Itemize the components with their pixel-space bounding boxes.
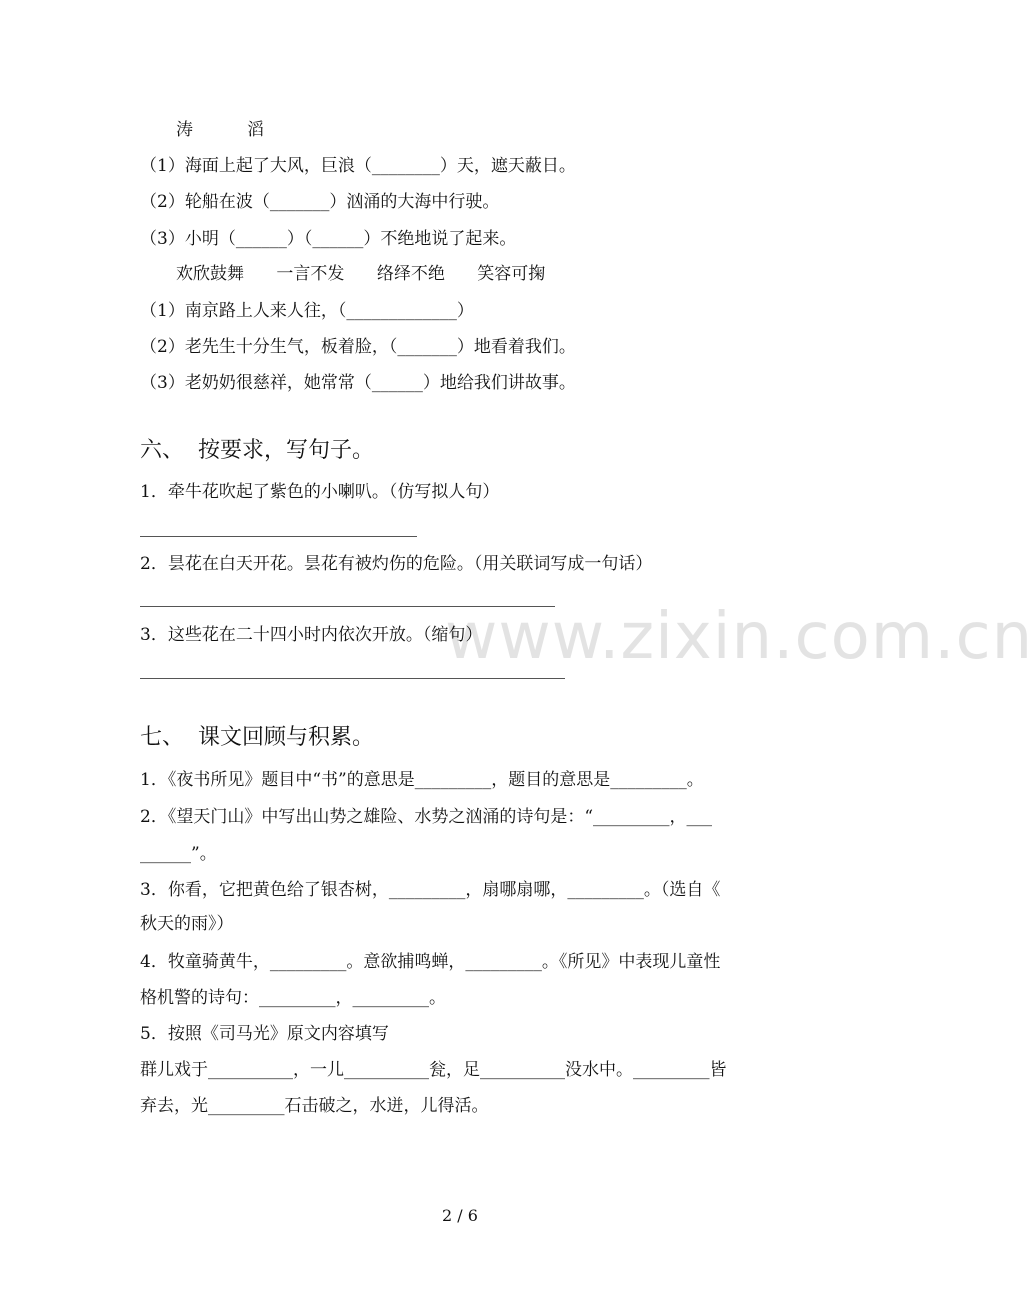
section-title: 七、 课文回顾与积累。 (140, 725, 374, 750)
question-line: 秋天的雨》） (140, 914, 234, 934)
question-line: （3）小明（______）（______）不绝地说了起来。 (140, 229, 517, 249)
answer-line (140, 606, 555, 607)
question-line: 弃去，光_________石击破之，水迸，儿得活。 (140, 1096, 489, 1116)
question-line: （1）海面上起了大风，巨浪（________）天，遮天蔽日。 (140, 156, 576, 176)
question-line: 3．你看，它把黄色给了银杏树，_________，扇哪扇哪，_________。（选自《 (140, 880, 721, 900)
question-line: 5．按照《司马光》原文内容填写 (140, 1024, 389, 1044)
question-line: 格机警的诗句：_________，_________。 (140, 988, 446, 1008)
question-line: （2）轮船在波（_______）汹涌的大海中行驶。 (140, 192, 500, 212)
page-number: 2 / 6 (442, 1206, 478, 1225)
question-line: （1）南京路上人来人往，（_____________） (140, 301, 474, 321)
question-line: 1．《夜书所见》题目中“书”的意思是_________，题目的意思是_________。 (140, 770, 704, 790)
answer-line (140, 678, 565, 679)
word-bank-1: 涛 滔 (176, 120, 265, 140)
section-title: 六、 按要求，写句子。 (140, 438, 374, 463)
question-line: 2．昙花在白天开花。昙花有被灼伤的危险。（用关联词写成一句话） (140, 554, 653, 574)
question-line: （3）老奶奶很慈祥，她常常（______）地给我们讲故事。 (140, 373, 576, 393)
answer-line (140, 536, 417, 537)
question-line: 1．牵牛花吹起了紫色的小喇叭。（仿写拟人句） (140, 482, 500, 502)
word-bank-2: 欢欣鼓舞 一言不发 络绎不绝 笑容可掬 (176, 264, 546, 284)
watermark: www.zixin.com.cn (445, 600, 1033, 674)
question-line: 3．这些花在二十四小时内依次开放。（缩句） (140, 625, 483, 645)
question-line: 2．《望天门山》中写出山势之雄险、水势之汹涌的诗句是：“_________，___ (140, 807, 713, 827)
question-line: ______”。 (140, 844, 217, 864)
question-line: 群儿戏于__________，一儿__________瓮，足__________没水中。_________皆 (140, 1060, 727, 1080)
question-line: （2）老先生十分生气，板着脸，（_______）地看着我们。 (140, 337, 576, 357)
question-line: 4．牧童骑黄牛，_________。意欲捕鸣蝉，_________。《所见》中表现儿童性 (140, 952, 721, 972)
